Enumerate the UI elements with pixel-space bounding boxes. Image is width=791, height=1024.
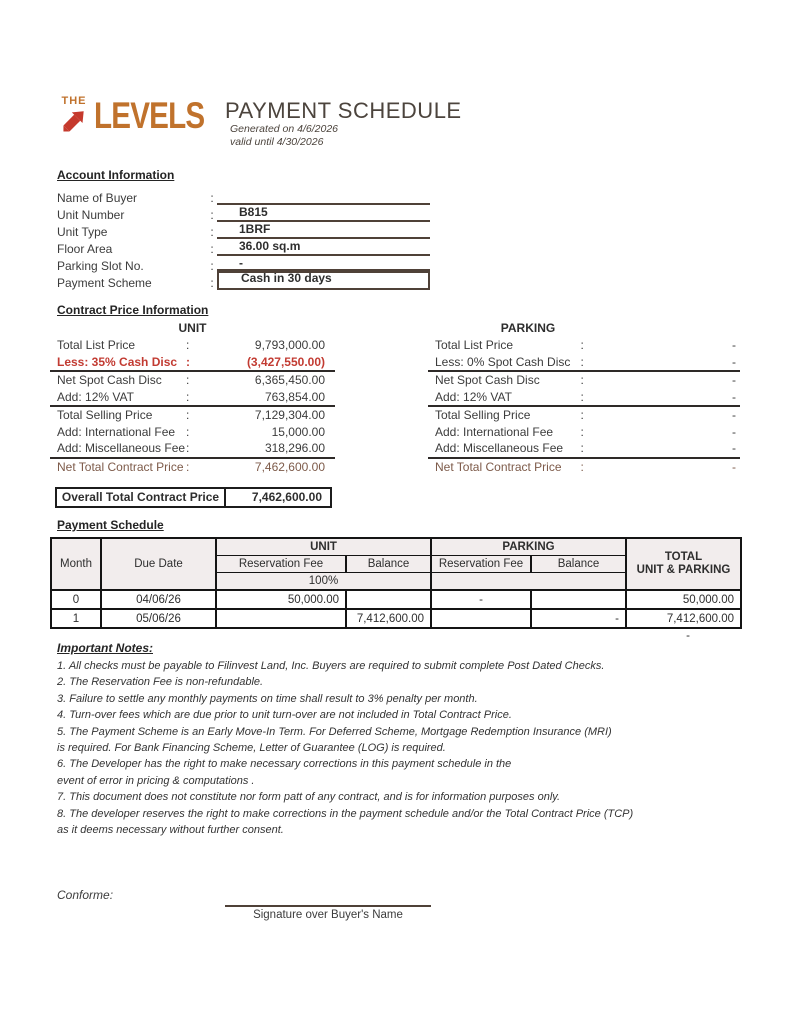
field-label: Unit Number bbox=[57, 208, 125, 222]
price-label: Add: International Fee bbox=[57, 424, 176, 439]
price-row bbox=[50, 424, 335, 441]
price-value: - bbox=[732, 373, 736, 388]
table-row bbox=[51, 609, 741, 628]
account-row-unit-type bbox=[57, 222, 430, 239]
col-header-total bbox=[626, 538, 741, 590]
note-line: as it deems necessary without further consent. bbox=[57, 824, 284, 837]
parking-balance-cell bbox=[531, 590, 626, 609]
colon: : bbox=[186, 338, 190, 353]
colon: : bbox=[580, 441, 584, 456]
colon: : bbox=[186, 373, 190, 388]
payment-schedule-section bbox=[0, 518, 791, 642]
price-label: Total Selling Price bbox=[435, 408, 531, 423]
col-header-parking-reservation-fee: Reservation Fee bbox=[431, 556, 531, 573]
col-header-parking-balance: Balance bbox=[531, 556, 626, 573]
price-row bbox=[428, 354, 740, 373]
field-label: Name of Buyer bbox=[57, 191, 138, 205]
price-label: Net Total Contract Price bbox=[435, 459, 562, 474]
price-label: Total Selling Price bbox=[57, 408, 153, 423]
field-label: Parking Slot No. bbox=[57, 259, 144, 273]
price-label: Less: 0% Spot Cash Disc bbox=[435, 354, 571, 369]
field-label: Payment Scheme bbox=[57, 276, 152, 290]
total-header-line2: UNIT & PARKING bbox=[636, 564, 731, 576]
col-header-unit-balance: Balance bbox=[346, 556, 431, 573]
colon: : bbox=[210, 259, 214, 273]
colon: : bbox=[186, 408, 190, 423]
unit-reservation-fee-cell bbox=[216, 609, 346, 628]
account-row-floor-area bbox=[57, 239, 430, 256]
account-information-heading: Account Information bbox=[57, 168, 175, 182]
colon: : bbox=[580, 424, 584, 439]
colon: : bbox=[580, 408, 584, 423]
price-row bbox=[50, 389, 335, 408]
price-value: - bbox=[732, 441, 736, 456]
colon: : bbox=[186, 389, 190, 404]
colon: : bbox=[580, 338, 584, 353]
account-row-name-of-buyer bbox=[57, 188, 430, 205]
account-row-unit-number bbox=[57, 205, 430, 222]
price-row-discount bbox=[50, 354, 335, 373]
col-group-unit: UNIT bbox=[216, 538, 431, 556]
valid-until-date: valid until 4/30/2026 bbox=[230, 135, 324, 148]
logo-left-column bbox=[57, 96, 91, 136]
colon: : bbox=[210, 208, 214, 222]
total-cell: 50,000.00 bbox=[626, 590, 741, 609]
price-row bbox=[428, 372, 740, 389]
title-block bbox=[225, 99, 625, 148]
document-header bbox=[57, 95, 462, 148]
overall-total-box bbox=[55, 487, 332, 508]
price-label: Add: Miscellaneous Fee bbox=[435, 441, 564, 456]
generated-date: Generated on 4/6/2026 bbox=[230, 123, 339, 135]
note-line: is required. For Bank Financing Scheme, Letter of Guarantee (LOG) is required. bbox=[57, 742, 446, 755]
month-cell: 1 bbox=[51, 609, 101, 628]
after-table-dash: - bbox=[686, 630, 690, 642]
colon: : bbox=[186, 424, 190, 439]
price-row bbox=[50, 337, 335, 354]
col-header-unit-reservation-fee: Reservation Fee bbox=[216, 556, 346, 573]
northeast-arrow-icon bbox=[60, 108, 88, 136]
note-line: 6. The Developer has the right to make necessary corrections in this payment schedule in the bbox=[57, 758, 512, 771]
parking-percentage-cell bbox=[431, 573, 626, 591]
price-label: Less: 35% Cash Disc bbox=[57, 354, 178, 369]
price-value: - bbox=[732, 338, 736, 353]
colon: : bbox=[186, 441, 190, 456]
colon: : bbox=[186, 354, 190, 369]
colon: : bbox=[210, 191, 214, 205]
price-row bbox=[428, 389, 740, 408]
unit-column-title: UNIT bbox=[178, 321, 207, 335]
parking-column-title: PARKING bbox=[500, 321, 556, 335]
overall-total-label: Overall Total Contract Price bbox=[57, 489, 226, 506]
field-label: Unit Type bbox=[57, 225, 108, 239]
price-label: Add: Miscellaneous Fee bbox=[57, 441, 186, 456]
colon: : bbox=[210, 242, 214, 256]
note-line: 7. This document does not constitute nor form patt of any contract, and is for information purposes only. bbox=[57, 791, 561, 804]
price-row bbox=[50, 372, 335, 389]
price-label: Total List Price bbox=[57, 338, 136, 353]
signature-block bbox=[225, 897, 431, 921]
important-notes-heading: Important Notes: bbox=[57, 641, 153, 655]
logo-the-text: THE bbox=[61, 95, 87, 107]
logo-levels-text: LEVELS bbox=[94, 95, 205, 136]
note-line: 4. Turn-over fees which are due prior to unit turn-over are not included in Total Contract Price. bbox=[57, 709, 512, 722]
col-header-month: Month bbox=[51, 538, 101, 590]
account-row-payment-scheme bbox=[57, 273, 430, 290]
unit-percentage-cell: 100% bbox=[216, 573, 431, 591]
unit-balance-cell: 7,412,600.00 bbox=[346, 609, 431, 628]
unit-reservation-fee-cell: 50,000.00 bbox=[216, 590, 346, 609]
field-label: Floor Area bbox=[57, 242, 113, 256]
parking-price-block bbox=[428, 320, 740, 475]
price-row bbox=[50, 407, 335, 424]
page-title: PAYMENT SCHEDULE bbox=[225, 98, 462, 123]
price-value: 9,793,000.00 bbox=[254, 338, 325, 353]
price-value: (3,427,550.00) bbox=[246, 354, 325, 369]
price-label: Net Spot Cash Disc bbox=[57, 373, 162, 388]
payment-scheme-field: Cash in 30 days bbox=[217, 269, 430, 290]
payment-schedule-heading: Payment Schedule bbox=[57, 518, 164, 532]
overall-total-value: 7,462,600.00 bbox=[251, 490, 322, 504]
price-row-net-total bbox=[50, 459, 335, 476]
signature-caption: Signature over Buyer's Name bbox=[225, 905, 431, 921]
col-group-parking: PARKING bbox=[431, 538, 626, 556]
contract-price-section bbox=[0, 303, 791, 478]
price-row bbox=[428, 424, 740, 441]
parking-reservation-fee-cell bbox=[431, 609, 531, 628]
price-value: 763,854.00 bbox=[264, 389, 325, 404]
due-date-cell: 04/06/26 bbox=[101, 590, 216, 609]
price-label: Net Spot Cash Disc bbox=[435, 373, 540, 388]
parking-slot-field: - bbox=[217, 255, 430, 273]
unit-balance-cell bbox=[346, 590, 431, 609]
colon: : bbox=[186, 459, 190, 474]
price-value: - bbox=[732, 354, 736, 369]
price-row bbox=[428, 407, 740, 424]
colon: : bbox=[580, 459, 584, 474]
note-line: 5. The Payment Scheme is an Early Move-In Term. For Deferred Scheme, Mortgage Redemption Insurance (MRI) bbox=[57, 725, 612, 738]
note-line: event of error in pricing & computations . bbox=[57, 774, 255, 787]
account-information-section bbox=[57, 168, 430, 290]
price-row bbox=[50, 440, 335, 459]
col-header-due-date: Due Date bbox=[101, 538, 216, 590]
conforme-label: Conforme: bbox=[57, 888, 114, 902]
price-value: 318,296.00 bbox=[264, 441, 325, 456]
price-value: - bbox=[732, 459, 736, 474]
important-notes-section bbox=[57, 641, 747, 838]
price-row-net-total bbox=[428, 459, 740, 476]
payment-schedule-table bbox=[50, 537, 742, 629]
levels-logo bbox=[57, 96, 232, 136]
price-value: 15,000.00 bbox=[271, 424, 325, 439]
price-label: Add: 12% VAT bbox=[435, 389, 512, 404]
unit-type-field: 1BRF bbox=[217, 221, 430, 239]
price-value: - bbox=[732, 389, 736, 404]
price-row bbox=[428, 440, 740, 459]
total-cell: 7,412,600.00 bbox=[626, 609, 741, 628]
price-value: - bbox=[732, 424, 736, 439]
month-cell: 0 bbox=[51, 590, 101, 609]
note-line: 2. The Reservation Fee is non-refundable. bbox=[57, 676, 264, 689]
note-line: 1. All checks must be payable to Filinvest Land, Inc. Buyers are required to submit complete Post Dated Checks. bbox=[57, 660, 605, 672]
unit-price-block bbox=[50, 320, 335, 475]
total-header-line1: TOTAL bbox=[664, 551, 703, 563]
floor-area-field: 36.00 sq.m bbox=[217, 238, 430, 256]
unit-number-field: B815 bbox=[217, 204, 430, 222]
contract-price-heading: Contract Price Information bbox=[57, 303, 209, 317]
note-line: 8. The developer reserves the right to make corrections in the payment schedule and/or the Total Contract Price (TCP) bbox=[57, 807, 634, 820]
price-label: Add: International Fee bbox=[435, 424, 554, 439]
colon: : bbox=[580, 354, 584, 369]
colon: : bbox=[580, 373, 584, 388]
buyer-name-field bbox=[217, 187, 430, 205]
account-rows bbox=[57, 188, 430, 290]
note-line: 3. Failure to settle any monthly payments on time shall result to 3% penalty per month. bbox=[57, 692, 478, 705]
price-value: 7,129,304.00 bbox=[254, 408, 325, 423]
colon: : bbox=[210, 276, 214, 290]
price-value: - bbox=[732, 408, 736, 423]
price-value: 7,462,600.00 bbox=[254, 459, 325, 474]
parking-reservation-fee-cell: - bbox=[431, 590, 531, 609]
price-label: Add: 12% VAT bbox=[57, 389, 134, 404]
price-row bbox=[428, 337, 740, 354]
due-date-cell: 05/06/26 bbox=[101, 609, 216, 628]
price-label: Total List Price bbox=[435, 338, 514, 353]
price-label: Net Total Contract Price bbox=[57, 459, 184, 474]
colon: : bbox=[580, 389, 584, 404]
parking-balance-cell: - bbox=[531, 609, 626, 628]
price-value: 6,365,450.00 bbox=[254, 373, 325, 388]
table-row bbox=[51, 590, 741, 609]
colon: : bbox=[210, 225, 214, 239]
